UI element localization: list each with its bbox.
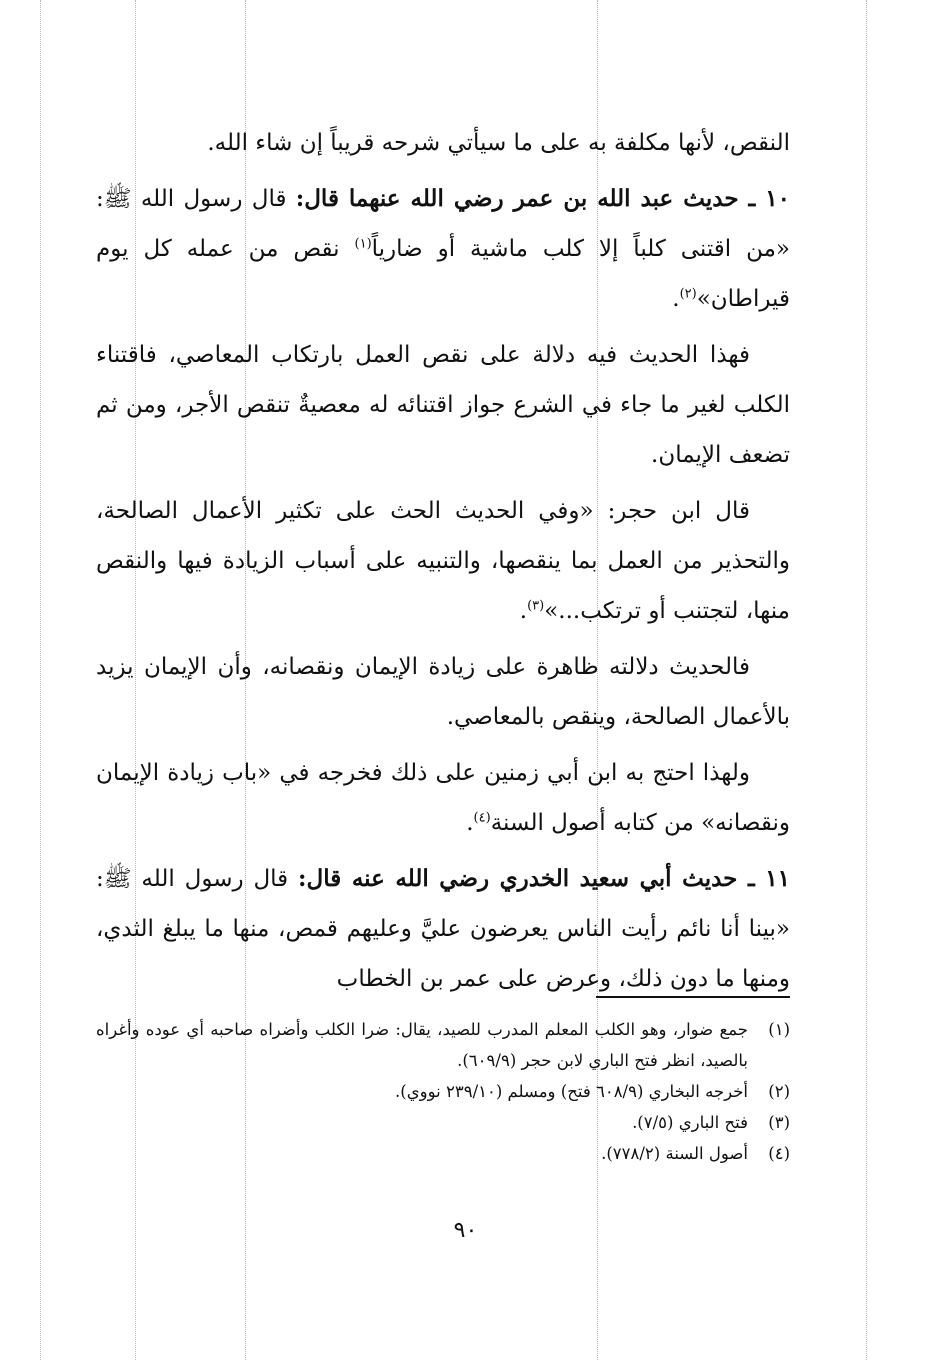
paragraph-text: قال ابن حجر: «وفي الحديث الحث على تكثير الأعمال الصالحة، والتحذير من العمل بما ينقصها، والتنبيه على أسباب الزيادة فيها والنقص منها، لتجتنب أو ترتكب...» [96,498,790,624]
hadith-heading: ١٠ ـ حديث عبد الله بن عمر رضي الله عنهما قال: [295,185,790,212]
hadith-10 [96,174,790,324]
paragraph-continuation [96,118,790,168]
footnote-item [96,1138,790,1169]
main-text [96,118,790,1004]
quote-paragraph [96,486,790,636]
footnote-text: جمع ضوار، وهو الكلب المعلم المدرب للصيد، يقال: ضرا الكلب وأضراه صاحبه أي عوده وأغراه بالصيد، انظر فتح الباري لابن حجر (٦٠٩/٩). [96,1020,748,1070]
footnote-item [96,1107,790,1138]
footnote-divider [596,996,790,998]
guide-line [40,0,41,1360]
footnotes-section [96,1014,790,1169]
footnote-number: (٤) [768,1144,790,1163]
footnote-number: (٢) [768,1082,790,1101]
hadith-11 [96,854,790,1004]
hadith-text: قال رسول الله ﷺ: «من اقتنى كلباً إلا كلب ماشية أو ضارياً [96,186,790,262]
guide-line [866,0,867,1360]
paragraph-text: النقص، لأنها مكلفة به على ما سيأتي شرحه قريباً إن شاء الله. [207,130,790,156]
footnote-text: أصول السنة (٧٧٨/٢). [601,1144,748,1163]
conclusion-paragraph [96,642,790,742]
paragraph-text: ولهذا احتج به ابن أبي زمنين على ذلك فخرجه في «باب زيادة الإيمان ونقصانه» من كتابه أصول السنة [96,760,790,836]
hadith-text: نقص من عمله كل يوم قيراطان» [96,236,790,312]
footnote-item [96,1076,790,1107]
hadith-text: قال رسول الله ﷺ: «بينا أنا نائم رأيت الناس يعرضون عليَّ وعليهم قمص، منها ما يبلغ الثدي، ومنها ما دون ذلك، وعرض على عمر بن الخطاب [96,866,790,992]
citation-paragraph [96,748,790,848]
footnote-ref[interactable]: (٣) [527,598,545,614]
commentary-paragraph [96,330,790,480]
punctuation: . [519,598,528,624]
page-number: ٩٠ [453,1218,478,1243]
footnote-ref[interactable]: (١) [354,236,372,252]
paragraph-text: فالحديث دلالته ظاهرة على زيادة الإيمان ونقصانه، وأن الإيمان يزيد بالأعمال الصالحة، وينقص بالمعاصي. [96,654,790,730]
footnote-ref[interactable]: (٢) [679,286,697,302]
footnote-number: (١) [768,1020,790,1039]
hadith-heading: ١١ ـ حديث أبي سعيد الخدري رضي الله عنه قال: [298,865,790,892]
footnote-number: (٣) [768,1113,790,1132]
footnote-text: أخرجه البخاري (٦٠٨/٩ فتح) ومسلم (٢٣٩/١٠ نووي). [395,1082,748,1101]
paragraph-text: فهذا الحديث فيه دلالة على نقص العمل بارتكاب المعاصي، فاقتناء الكلب لغير ما جاء في الشرع جواز اقتنائه له معصيةٌ تنقص الأجر، ومن ثم تضعف الإيمان. [96,342,790,468]
footnote-text: فتح الباري (٧/٥). [632,1113,748,1132]
footnote-item [96,1014,790,1076]
footnote-ref[interactable]: (٤) [473,810,491,826]
punctuation: . [466,810,474,836]
punctuation: . [672,286,680,312]
